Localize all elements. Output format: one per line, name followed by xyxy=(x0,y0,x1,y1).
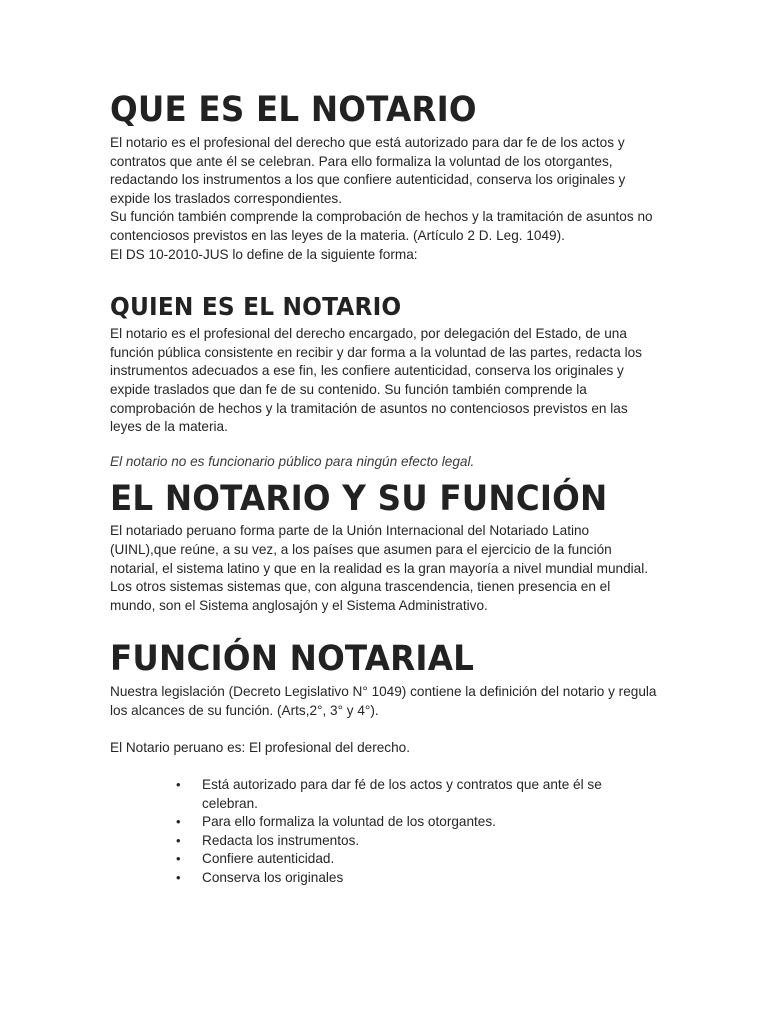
bullet-icon: • xyxy=(176,814,181,830)
list-item-text: Redacta los instrumentos. xyxy=(202,832,360,848)
list-item xyxy=(176,776,658,813)
paragraph: El DS 10-2010-JUS lo define de la siguiente forma: xyxy=(110,246,418,262)
list-item-text: Está autorizado para dar fé de los actos y contratos que ante él se celebran. xyxy=(202,777,602,811)
bullet-icon: • xyxy=(176,851,181,867)
paragraph: El notario es el profesional del derecho encargado, por delegación del Estado, de una función pública consistente en recibir y dar forma a la voluntad de las partes, redacta los instrumentos adecuados a ese fin, les confiere autenticidad, conserva los originales y expide traslados que dan fe de su contenido. Su función también comprende la comprobación de hechos y la tramitación de asuntos no contenciosos previstos en las leyes de la materia. xyxy=(110,326,642,435)
bullet-icon: • xyxy=(176,832,181,848)
list-item xyxy=(176,832,658,851)
bullet-icon: • xyxy=(176,870,181,886)
list-item xyxy=(176,869,658,888)
bullet-icon: • xyxy=(176,777,181,793)
paragraph: Nuestra legislación (Decreto Legislativo N° 1049) contiene la definición del notario y regula los alcances de su función. (Arts,2°, 3° y 4°). xyxy=(110,684,657,718)
list-item-text: Para ello formaliza la voluntad de los otorgantes. xyxy=(202,814,496,830)
italic-note: El notario no es funcionario público para ningún efecto legal. xyxy=(110,453,475,469)
paragraph: El notario es el profesional del derecho que está autorizado para dar fe de los actos y contratos que ante él se celebran. Para ello formaliza la voluntad de los otorgantes, redactando los instrumentos a los que confiere autenticidad, conserva los originales y expide los traslados correspondientes. xyxy=(110,135,626,206)
list-item-text: Confiere autenticidad. xyxy=(202,851,335,867)
list-item-text: Conserva los originales xyxy=(202,870,344,886)
paragraph: El notariado peruano forma parte de la Unión Internacional del Notariado Latino (UINL),que reúne, a su vez, a los países que asumen para el ejercicio de la función notarial, el sistema latino y que en la realidad es la gran mayoría a nivel mundial mundial. Los otros sistemas sistemas que, con alguna trascendencia, tienen presencia en el mundo, son el Sistema anglosajón y el Sistema Administrativo. xyxy=(110,523,649,613)
bullet-list xyxy=(110,776,658,888)
section-title-que-es: QUE ES EL NOTARIO xyxy=(110,90,477,130)
list-item xyxy=(176,813,658,832)
section-title-funcion-notarial: FUNCIÓN NOTARIAL xyxy=(110,639,475,680)
section-title-quien-es: QUIEN ES EL NOTARIO xyxy=(110,292,402,322)
list-item xyxy=(176,850,658,869)
document-page xyxy=(110,88,658,888)
paragraph: El Notario peruano es: El profesional del derecho. xyxy=(110,740,410,756)
section-title-funcion: EL NOTARIO Y SU FUNCIÓN xyxy=(110,479,608,520)
paragraph: Su función también comprende la comprobación de hechos y la tramitación de asuntos no contenciosos previstos en las leyes de la materia. (Artículo 2 D. Leg. 1049). xyxy=(110,209,653,243)
